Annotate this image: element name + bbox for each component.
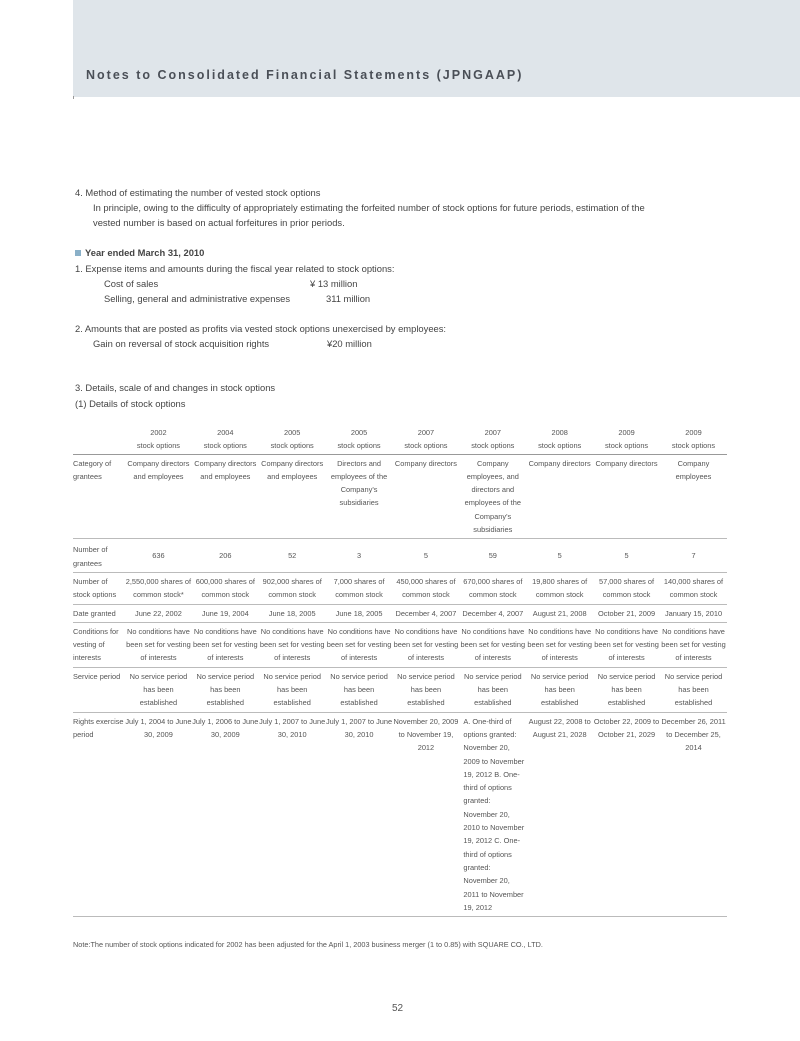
table-cell: Company directors [393, 454, 460, 539]
table-cell: 670,000 shares of common stock [459, 572, 526, 604]
table-cell: No conditions have been set for vesting of interests [526, 622, 593, 667]
table-cell: 19,800 shares of common stock [526, 572, 593, 604]
table-cell: No conditions have been set for vesting of interests [125, 622, 192, 667]
table-row [73, 454, 727, 539]
table-cell: No conditions have been set for vesting of interests [459, 622, 526, 667]
table-cell: 636 [125, 539, 192, 573]
table-cell: June 18, 2005 [326, 604, 393, 622]
table-row [73, 539, 727, 573]
table-cell: 5 [393, 539, 460, 573]
table-cell: 600,000 shares of common stock [192, 572, 259, 604]
table-cell: Directors and employees of the Company's subsidiaries [326, 454, 393, 539]
table-row [73, 604, 727, 622]
table-cell: No service period has been established [660, 667, 727, 712]
square-bullet-icon [75, 250, 81, 256]
sga-value: 311 million [326, 293, 371, 304]
column-header: 2005 stock options [259, 424, 326, 454]
row-label: Rights exercise period [73, 712, 125, 916]
table-cell: 902,000 shares of common stock [259, 572, 326, 604]
table-cell: No conditions have been set for vesting of interests [192, 622, 259, 667]
table-cell: June 19, 2004 [192, 604, 259, 622]
table-cell: No service period has been established [259, 667, 326, 712]
column-header: 2007 stock options [393, 424, 460, 454]
page-number: 52 [392, 1003, 404, 1014]
table-cell: Company directors [526, 454, 593, 539]
table-cell: No service period has been established [393, 667, 460, 712]
table-cell: 57,000 shares of common stock [593, 572, 660, 604]
item3-sub: (1) Details of stock options [75, 398, 186, 409]
table-cell: No service period has been established [125, 667, 192, 712]
table-cell: No service period has been established [192, 667, 259, 712]
row-label: Number of grantees [73, 539, 125, 573]
table-cell: 59 [459, 539, 526, 573]
table-cell: No service period has been established [459, 667, 526, 712]
table-cell: December 4, 2007 [459, 604, 526, 622]
table-cell: No conditions have been set for vesting of interests [393, 622, 460, 667]
table-cell: July 1, 2007 to June 30, 2010 [259, 712, 326, 916]
table-cell: January 15, 2010 [660, 604, 727, 622]
table-cell: 5 [526, 539, 593, 573]
column-header: 2004 stock options [192, 424, 259, 454]
row-label: Conditions for vesting of interests [73, 622, 125, 667]
table-cell: Company directors and employees [259, 454, 326, 539]
table-cell: Company employees [660, 454, 727, 539]
table-row [73, 712, 727, 916]
column-header: 2008 stock options [526, 424, 593, 454]
section4-line2: vested number is based on actual forfeitures in prior periods. [93, 217, 345, 228]
column-header: 2007 stock options [459, 424, 526, 454]
table-cell: July 1, 2004 to June 30, 2009 [125, 712, 192, 916]
gain-value: ¥20 million [327, 338, 372, 349]
table-cell: October 21, 2009 [593, 604, 660, 622]
table-cell: 52 [259, 539, 326, 573]
table-cell: No service period has been established [326, 667, 393, 712]
column-header: 2002 stock options [125, 424, 192, 454]
column-header: 2005 stock options [326, 424, 393, 454]
gain-label: Gain on reversal of stock acquisition rights [93, 338, 270, 349]
table-cell: 140,000 shares of common stock [660, 572, 727, 604]
table-cell: August 22, 2008 to August 21, 2028 [526, 712, 593, 916]
year-label: Year ended March 31, 2010 [85, 247, 205, 258]
column-header: 2009 stock options [660, 424, 727, 454]
table-cell: June 22, 2002 [125, 604, 192, 622]
header-band [73, 0, 800, 97]
page-title: Notes to Consolidated Financial Statements (JPNGAAP) [86, 68, 524, 82]
table-cell: A. One-third of options granted: November 20, 2009 to November 19, 2012 B. One-third of options granted: November 20, 2010 to November 19, 2012 C. One-third of options granted: November 20, 2011 to November 19, 2012 [459, 712, 526, 916]
table-cell: No service period has been established [593, 667, 660, 712]
table-cell: October 22, 2009 to October 21, 2029 [593, 712, 660, 916]
table-cell: June 18, 2005 [259, 604, 326, 622]
table-row [73, 572, 727, 604]
table-cell: 7 [660, 539, 727, 573]
column-header: 2009 stock options [593, 424, 660, 454]
table-cell: Company directors [593, 454, 660, 539]
header-blank [73, 424, 125, 454]
item3-heading: 3. Details, scale of and changes in stock options [75, 382, 276, 393]
table-cell: No conditions have been set for vesting of interests [593, 622, 660, 667]
table-cell: July 1, 2006 to June 30, 2009 [192, 712, 259, 916]
cost-of-sales-label: Cost of sales [104, 278, 159, 289]
cost-of-sales-value: ¥ 13 million [310, 278, 358, 289]
year-heading [75, 245, 204, 260]
table-cell: 450,000 shares of common stock [393, 572, 460, 604]
sga-label: Selling, general and administrative expenses [104, 293, 291, 304]
item1-heading: 1. Expense items and amounts during the fiscal year related to stock options: [75, 263, 395, 274]
table-cell: Company directors and employees [192, 454, 259, 539]
table-cell: 3 [326, 539, 393, 573]
table-cell: No service period has been established [526, 667, 593, 712]
table-cell: 2,550,000 shares of common stock* [125, 572, 192, 604]
table-cell: December 26, 2011 to December 25, 2014 [660, 712, 727, 916]
table-row [73, 622, 727, 667]
table-cell: July 1, 2007 to June 30, 2010 [326, 712, 393, 916]
footnote: Note:The number of stock options indicated for 2002 has been adjusted for the April 1, 2003 business merger (1 to 0.85) with SQUARE CO., LTD. [73, 940, 543, 949]
item2-heading: 2. Amounts that are posted as profits via vested stock options unexercised by employees: [75, 323, 447, 334]
header-divider [73, 96, 74, 99]
table-cell: Company employees, and directors and employees of the Company's subsidiaries [459, 454, 526, 539]
table-cell: 5 [593, 539, 660, 573]
table-cell: 206 [192, 539, 259, 573]
section4-line1: In principle, owing to the difficulty of appropriately estimating the forfeited number of stock options for future periods, estimation of the [93, 202, 645, 213]
row-label: Number of stock options [73, 572, 125, 604]
stock-options-table [73, 424, 727, 917]
table-header-row [73, 424, 727, 454]
section4-heading: 4. Method of estimating the number of vested stock options [75, 187, 321, 198]
table-row [73, 667, 727, 712]
table-cell: No conditions have been set for vesting of interests [660, 622, 727, 667]
table-cell: December 4, 2007 [393, 604, 460, 622]
row-label: Category of grantees [73, 454, 125, 539]
row-label: Date granted [73, 604, 125, 622]
table-cell: Company directors and employees [125, 454, 192, 539]
table-cell: August 21, 2008 [526, 604, 593, 622]
table-cell: 7,000 shares of common stock [326, 572, 393, 604]
table-cell: No conditions have been set for vesting of interests [259, 622, 326, 667]
row-label: Service period [73, 667, 125, 712]
table-cell: November 20, 2009 to November 19, 2012 [393, 712, 460, 916]
table-cell: No conditions have been set for vesting of interests [326, 622, 393, 667]
